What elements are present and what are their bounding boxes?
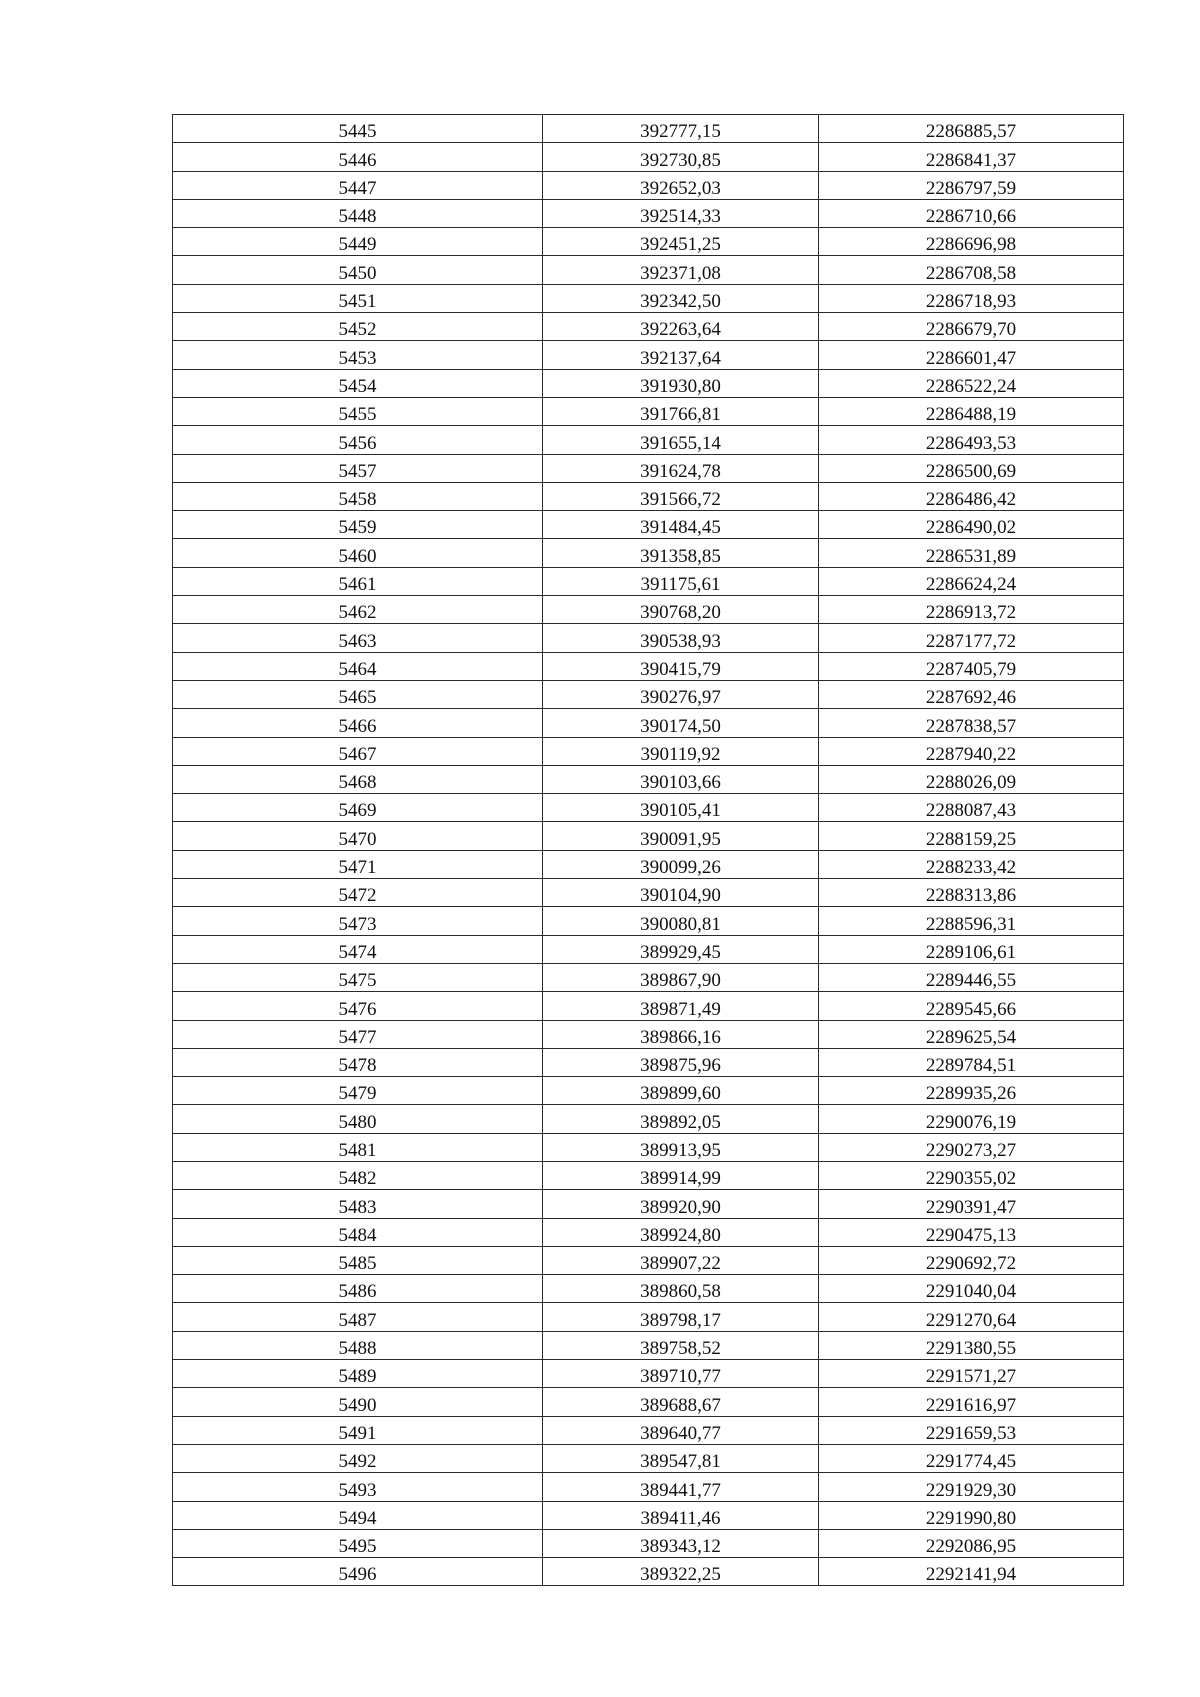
point-number-cell: 5476 xyxy=(173,992,543,1020)
point-number-cell: 5450 xyxy=(173,256,543,284)
coordinates-table-body xyxy=(173,115,1124,1586)
table-row xyxy=(173,284,1124,312)
point-number-cell: 5457 xyxy=(173,454,543,482)
x-coordinate-cell: 389913,95 xyxy=(543,1133,819,1161)
table-row xyxy=(173,397,1124,425)
point-number-cell: 5467 xyxy=(173,737,543,765)
x-coordinate-cell: 389892,05 xyxy=(543,1105,819,1133)
point-number-cell: 5487 xyxy=(173,1303,543,1331)
table-row xyxy=(173,1558,1124,1586)
point-number-cell: 5465 xyxy=(173,680,543,708)
x-coordinate-cell: 392777,15 xyxy=(543,115,819,143)
x-coordinate-cell: 390174,50 xyxy=(543,709,819,737)
y-coordinate-cell: 2290273,27 xyxy=(819,1133,1124,1161)
point-number-cell: 5478 xyxy=(173,1048,543,1076)
y-coordinate-cell: 2287692,46 xyxy=(819,680,1124,708)
x-coordinate-cell: 390104,90 xyxy=(543,879,819,907)
point-number-cell: 5489 xyxy=(173,1360,543,1388)
table-row xyxy=(173,1275,1124,1303)
table-row xyxy=(173,1473,1124,1501)
y-coordinate-cell: 2290475,13 xyxy=(819,1218,1124,1246)
table-row xyxy=(173,482,1124,510)
y-coordinate-cell: 2286679,70 xyxy=(819,313,1124,341)
point-number-cell: 5483 xyxy=(173,1190,543,1218)
y-coordinate-cell: 2286913,72 xyxy=(819,596,1124,624)
x-coordinate-cell: 389920,90 xyxy=(543,1190,819,1218)
table-row xyxy=(173,228,1124,256)
table-row xyxy=(173,1529,1124,1557)
y-coordinate-cell: 2291990,80 xyxy=(819,1501,1124,1529)
point-number-cell: 5472 xyxy=(173,879,543,907)
point-number-cell: 5453 xyxy=(173,341,543,369)
y-coordinate-cell: 2286797,59 xyxy=(819,171,1124,199)
y-coordinate-cell: 2286493,53 xyxy=(819,426,1124,454)
point-number-cell: 5454 xyxy=(173,369,543,397)
table-row xyxy=(173,737,1124,765)
y-coordinate-cell: 2286531,89 xyxy=(819,539,1124,567)
y-coordinate-cell: 2288233,42 xyxy=(819,850,1124,878)
table-row xyxy=(173,709,1124,737)
x-coordinate-cell: 389343,12 xyxy=(543,1529,819,1557)
x-coordinate-cell: 390105,41 xyxy=(543,794,819,822)
y-coordinate-cell: 2292086,95 xyxy=(819,1529,1124,1557)
table-row xyxy=(173,822,1124,850)
table-row xyxy=(173,935,1124,963)
x-coordinate-cell: 389924,80 xyxy=(543,1218,819,1246)
point-number-cell: 5468 xyxy=(173,765,543,793)
y-coordinate-cell: 2287838,57 xyxy=(819,709,1124,737)
y-coordinate-cell: 2289446,55 xyxy=(819,963,1124,991)
point-number-cell: 5471 xyxy=(173,850,543,878)
table-row xyxy=(173,426,1124,454)
x-coordinate-cell: 389547,81 xyxy=(543,1444,819,1472)
y-coordinate-cell: 2286885,57 xyxy=(819,115,1124,143)
y-coordinate-cell: 2286624,24 xyxy=(819,567,1124,595)
x-coordinate-cell: 390119,92 xyxy=(543,737,819,765)
point-number-cell: 5448 xyxy=(173,199,543,227)
x-coordinate-cell: 389758,52 xyxy=(543,1331,819,1359)
table-row xyxy=(173,199,1124,227)
point-number-cell: 5464 xyxy=(173,652,543,680)
table-row xyxy=(173,369,1124,397)
y-coordinate-cell: 2288159,25 xyxy=(819,822,1124,850)
x-coordinate-cell: 392730,85 xyxy=(543,143,819,171)
table-row xyxy=(173,143,1124,171)
table-row xyxy=(173,794,1124,822)
x-coordinate-cell: 390768,20 xyxy=(543,596,819,624)
table-row xyxy=(173,171,1124,199)
table-row xyxy=(173,680,1124,708)
y-coordinate-cell: 2286490,02 xyxy=(819,511,1124,539)
point-number-cell: 5495 xyxy=(173,1529,543,1557)
y-coordinate-cell: 2292141,94 xyxy=(819,1558,1124,1586)
x-coordinate-cell: 389322,25 xyxy=(543,1558,819,1586)
x-coordinate-cell: 390103,66 xyxy=(543,765,819,793)
table-row xyxy=(173,1501,1124,1529)
x-coordinate-cell: 389441,77 xyxy=(543,1473,819,1501)
table-row xyxy=(173,1246,1124,1274)
point-number-cell: 5481 xyxy=(173,1133,543,1161)
y-coordinate-cell: 2288596,31 xyxy=(819,907,1124,935)
table-row xyxy=(173,1105,1124,1133)
x-coordinate-cell: 391624,78 xyxy=(543,454,819,482)
x-coordinate-cell: 392342,50 xyxy=(543,284,819,312)
x-coordinate-cell: 390276,97 xyxy=(543,680,819,708)
x-coordinate-cell: 392137,64 xyxy=(543,341,819,369)
point-number-cell: 5494 xyxy=(173,1501,543,1529)
x-coordinate-cell: 392514,33 xyxy=(543,199,819,227)
table-row xyxy=(173,1161,1124,1189)
y-coordinate-cell: 2289935,26 xyxy=(819,1077,1124,1105)
y-coordinate-cell: 2286708,58 xyxy=(819,256,1124,284)
y-coordinate-cell: 2289784,51 xyxy=(819,1048,1124,1076)
point-number-cell: 5452 xyxy=(173,313,543,341)
x-coordinate-cell: 389710,77 xyxy=(543,1360,819,1388)
x-coordinate-cell: 390091,95 xyxy=(543,822,819,850)
y-coordinate-cell: 2289545,66 xyxy=(819,992,1124,1020)
y-coordinate-cell: 2291659,53 xyxy=(819,1416,1124,1444)
table-row xyxy=(173,1048,1124,1076)
y-coordinate-cell: 2286486,42 xyxy=(819,482,1124,510)
x-coordinate-cell: 390080,81 xyxy=(543,907,819,935)
x-coordinate-cell: 391930,80 xyxy=(543,369,819,397)
x-coordinate-cell: 392371,08 xyxy=(543,256,819,284)
y-coordinate-cell: 2286696,98 xyxy=(819,228,1124,256)
table-row xyxy=(173,1444,1124,1472)
y-coordinate-cell: 2290391,47 xyxy=(819,1190,1124,1218)
y-coordinate-cell: 2287177,72 xyxy=(819,624,1124,652)
table-row xyxy=(173,596,1124,624)
x-coordinate-cell: 389860,58 xyxy=(543,1275,819,1303)
y-coordinate-cell: 2288087,43 xyxy=(819,794,1124,822)
y-coordinate-cell: 2289106,61 xyxy=(819,935,1124,963)
table-row xyxy=(173,454,1124,482)
y-coordinate-cell: 2286500,69 xyxy=(819,454,1124,482)
table-row xyxy=(173,963,1124,991)
coordinates-table xyxy=(172,114,1124,1586)
point-number-cell: 5461 xyxy=(173,567,543,595)
x-coordinate-cell: 389899,60 xyxy=(543,1077,819,1105)
y-coordinate-cell: 2290076,19 xyxy=(819,1105,1124,1133)
y-coordinate-cell: 2287940,22 xyxy=(819,737,1124,765)
x-coordinate-cell: 390538,93 xyxy=(543,624,819,652)
x-coordinate-cell: 391655,14 xyxy=(543,426,819,454)
table-row xyxy=(173,652,1124,680)
y-coordinate-cell: 2286841,37 xyxy=(819,143,1124,171)
y-coordinate-cell: 2286710,66 xyxy=(819,199,1124,227)
point-number-cell: 5475 xyxy=(173,963,543,991)
x-coordinate-cell: 392652,03 xyxy=(543,171,819,199)
x-coordinate-cell: 390099,26 xyxy=(543,850,819,878)
y-coordinate-cell: 2286601,47 xyxy=(819,341,1124,369)
y-coordinate-cell: 2286488,19 xyxy=(819,397,1124,425)
point-number-cell: 5474 xyxy=(173,935,543,963)
x-coordinate-cell: 391484,45 xyxy=(543,511,819,539)
x-coordinate-cell: 391766,81 xyxy=(543,397,819,425)
x-coordinate-cell: 389640,77 xyxy=(543,1416,819,1444)
x-coordinate-cell: 391566,72 xyxy=(543,482,819,510)
y-coordinate-cell: 2287405,79 xyxy=(819,652,1124,680)
point-number-cell: 5488 xyxy=(173,1331,543,1359)
point-number-cell: 5493 xyxy=(173,1473,543,1501)
y-coordinate-cell: 2286522,24 xyxy=(819,369,1124,397)
y-coordinate-cell: 2290692,72 xyxy=(819,1246,1124,1274)
y-coordinate-cell: 2290355,02 xyxy=(819,1161,1124,1189)
table-row xyxy=(173,313,1124,341)
table-row xyxy=(173,1303,1124,1331)
point-number-cell: 5447 xyxy=(173,171,543,199)
y-coordinate-cell: 2289625,54 xyxy=(819,1020,1124,1048)
table-row xyxy=(173,1360,1124,1388)
point-number-cell: 5460 xyxy=(173,539,543,567)
table-row xyxy=(173,511,1124,539)
table-row xyxy=(173,1388,1124,1416)
point-number-cell: 5491 xyxy=(173,1416,543,1444)
point-number-cell: 5456 xyxy=(173,426,543,454)
point-number-cell: 5482 xyxy=(173,1161,543,1189)
point-number-cell: 5480 xyxy=(173,1105,543,1133)
x-coordinate-cell: 391358,85 xyxy=(543,539,819,567)
table-row xyxy=(173,1020,1124,1048)
x-coordinate-cell: 389875,96 xyxy=(543,1048,819,1076)
table-row xyxy=(173,1218,1124,1246)
point-number-cell: 5485 xyxy=(173,1246,543,1274)
point-number-cell: 5462 xyxy=(173,596,543,624)
point-number-cell: 5451 xyxy=(173,284,543,312)
x-coordinate-cell: 389866,16 xyxy=(543,1020,819,1048)
point-number-cell: 5470 xyxy=(173,822,543,850)
point-number-cell: 5463 xyxy=(173,624,543,652)
y-coordinate-cell: 2291380,55 xyxy=(819,1331,1124,1359)
point-number-cell: 5469 xyxy=(173,794,543,822)
x-coordinate-cell: 389867,90 xyxy=(543,963,819,991)
table-row xyxy=(173,341,1124,369)
point-number-cell: 5449 xyxy=(173,228,543,256)
table-row xyxy=(173,1331,1124,1359)
point-number-cell: 5455 xyxy=(173,397,543,425)
point-number-cell: 5458 xyxy=(173,482,543,510)
table-row xyxy=(173,256,1124,284)
point-number-cell: 5486 xyxy=(173,1275,543,1303)
point-number-cell: 5477 xyxy=(173,1020,543,1048)
y-coordinate-cell: 2291929,30 xyxy=(819,1473,1124,1501)
x-coordinate-cell: 389929,45 xyxy=(543,935,819,963)
table-row xyxy=(173,879,1124,907)
x-coordinate-cell: 392263,64 xyxy=(543,313,819,341)
point-number-cell: 5496 xyxy=(173,1558,543,1586)
x-coordinate-cell: 389871,49 xyxy=(543,992,819,1020)
table-row xyxy=(173,624,1124,652)
table-row xyxy=(173,539,1124,567)
y-coordinate-cell: 2291616,97 xyxy=(819,1388,1124,1416)
point-number-cell: 5473 xyxy=(173,907,543,935)
point-number-cell: 5492 xyxy=(173,1444,543,1472)
point-number-cell: 5490 xyxy=(173,1388,543,1416)
y-coordinate-cell: 2291571,27 xyxy=(819,1360,1124,1388)
point-number-cell: 5445 xyxy=(173,115,543,143)
table-row xyxy=(173,765,1124,793)
table-row xyxy=(173,1077,1124,1105)
x-coordinate-cell: 389914,99 xyxy=(543,1161,819,1189)
x-coordinate-cell: 389688,67 xyxy=(543,1388,819,1416)
point-number-cell: 5484 xyxy=(173,1218,543,1246)
x-coordinate-cell: 390415,79 xyxy=(543,652,819,680)
table-row xyxy=(173,1416,1124,1444)
y-coordinate-cell: 2291270,64 xyxy=(819,1303,1124,1331)
point-number-cell: 5459 xyxy=(173,511,543,539)
table-row xyxy=(173,1190,1124,1218)
x-coordinate-cell: 389411,46 xyxy=(543,1501,819,1529)
point-number-cell: 5466 xyxy=(173,709,543,737)
y-coordinate-cell: 2286718,93 xyxy=(819,284,1124,312)
y-coordinate-cell: 2288313,86 xyxy=(819,879,1124,907)
x-coordinate-cell: 389907,22 xyxy=(543,1246,819,1274)
x-coordinate-cell: 389798,17 xyxy=(543,1303,819,1331)
y-coordinate-cell: 2288026,09 xyxy=(819,765,1124,793)
point-number-cell: 5446 xyxy=(173,143,543,171)
x-coordinate-cell: 392451,25 xyxy=(543,228,819,256)
point-number-cell: 5479 xyxy=(173,1077,543,1105)
x-coordinate-cell: 391175,61 xyxy=(543,567,819,595)
table-row xyxy=(173,850,1124,878)
y-coordinate-cell: 2291040,04 xyxy=(819,1275,1124,1303)
table-row xyxy=(173,115,1124,143)
table-row xyxy=(173,992,1124,1020)
table-row xyxy=(173,1133,1124,1161)
table-row xyxy=(173,567,1124,595)
table-row xyxy=(173,907,1124,935)
y-coordinate-cell: 2291774,45 xyxy=(819,1444,1124,1472)
